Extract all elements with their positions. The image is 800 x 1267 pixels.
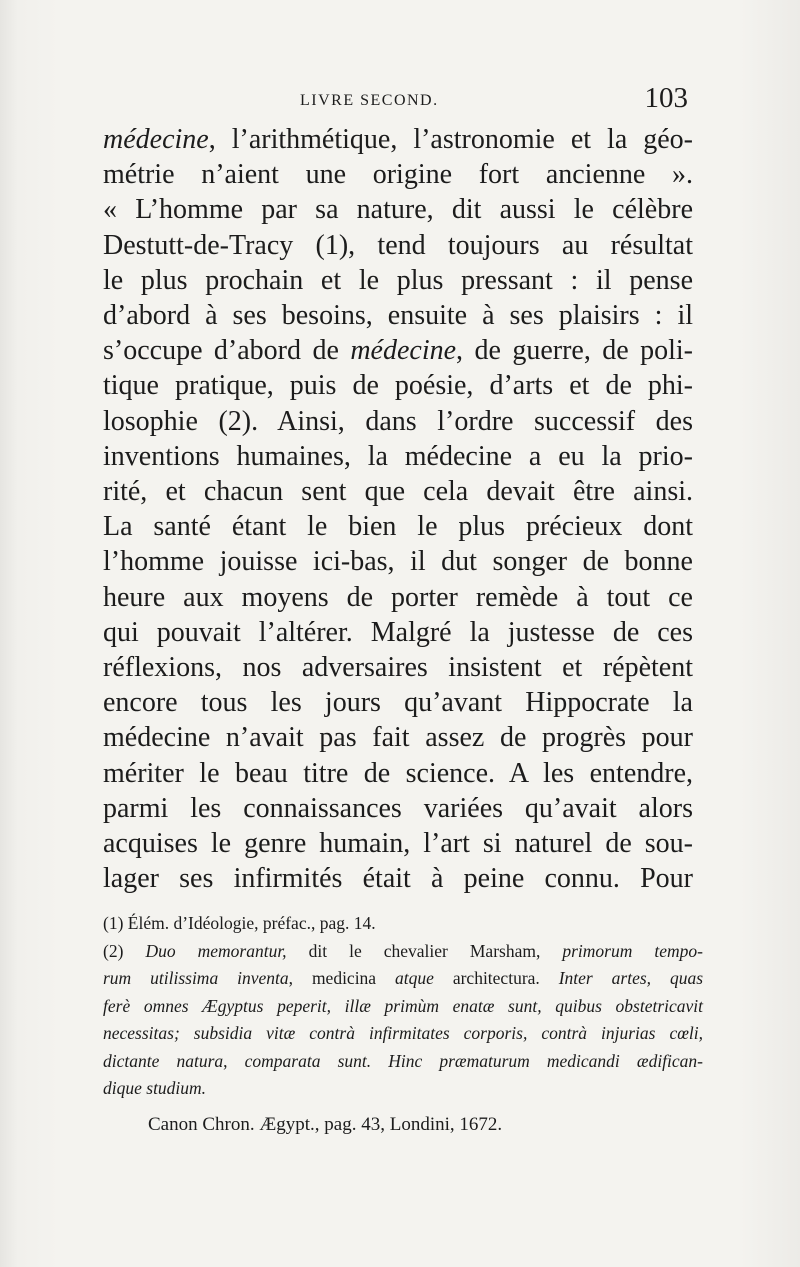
footnote-2-line: dictante natura, comparata sunt. Hinc præmaturum medicandi ædifican- (103, 1050, 703, 1071)
text-line: tique pratique, puis de poésie, d’arts et de phi- (103, 370, 693, 402)
running-head (108, 82, 688, 122)
text-line: le plus prochain et le plus pressant : il pense (103, 264, 693, 296)
text-line: d’abord à ses besoins, ensuite à ses plaisirs : il (103, 300, 693, 332)
text-line: s’occupe d’abord de médecine, de guerre, de poli- (103, 335, 693, 367)
text-line: mériter le beau titre de science. A les entendre, (103, 757, 693, 789)
footnote-citation: Canon Chron. Ægypt., pag. 43, Londini, 1672. (148, 1113, 503, 1135)
text-line: médecine, l’arithmétique, l’astronomie et la géo- (103, 124, 693, 155)
text-line: acquises le genre humain, l’art si naturel de sou- (103, 828, 693, 860)
text-line: inventions humaines, la médecine a eu la prio- (103, 440, 693, 472)
footnotes (103, 910, 703, 1138)
text-line: qui pouvait l’altérer. Malgré la justesse de ces (103, 616, 693, 648)
text-line: l’homme jouisse ici-bas, il dut songer de bonne (103, 546, 693, 578)
footnote-2-line: ferè omnes Ægyptus peperit, illæ primùm enatæ sunt, quibus obstetricavit (103, 995, 703, 1016)
footnote-2-line: dique studium. (103, 1078, 207, 1098)
text-line: encore tous les jours qu’avant Hippocrate la (103, 687, 693, 719)
body-text (103, 122, 693, 896)
text-line: rité, et chacun sent que cela devait être ainsi. (103, 476, 693, 508)
text-line: heure aux moyens de porter remède à tout ce (103, 581, 693, 613)
footnote-2-line: rum utilissima inventa, medicina atque architectura. Inter artes, quas (103, 968, 704, 988)
text-line: losophie (2). Ainsi, dans l’ordre successif des (103, 405, 693, 437)
text-line: La santé étant le bien le plus précieux dont (103, 511, 693, 543)
text-line: lager ses infirmités était à peine connu. Pour (103, 863, 693, 895)
footnote-2-line: necessitas; subsidia vitæ contrà infirmitates corporis, contrà injurias cœli, (103, 1023, 703, 1043)
text-line: métrie n’aient une origine fort ancienne ». (103, 159, 693, 191)
text-line: Destutt-de-Tracy (1), tend toujours au résultat (103, 229, 693, 261)
footnote-1: (1) Élém. d’Idéologie, préfac., pag. 14. (103, 913, 376, 933)
text-line: parmi les connaissances variées qu’avait alors (103, 792, 693, 824)
text-line: « L’homme par sa nature, dit aussi le célèbre (103, 194, 693, 226)
text-line: réflexions, nos adversaires insistent et répètent (103, 652, 693, 684)
footnote-2: (2) Duo memorantur, dit le chevalier Marsham, primorum tempo- (103, 940, 703, 961)
text-line: médecine n’avait pas fait assez de progrès pour (103, 722, 693, 754)
page-number: 103 (644, 82, 688, 114)
running-title: LIVRE SECOND. (300, 92, 439, 109)
